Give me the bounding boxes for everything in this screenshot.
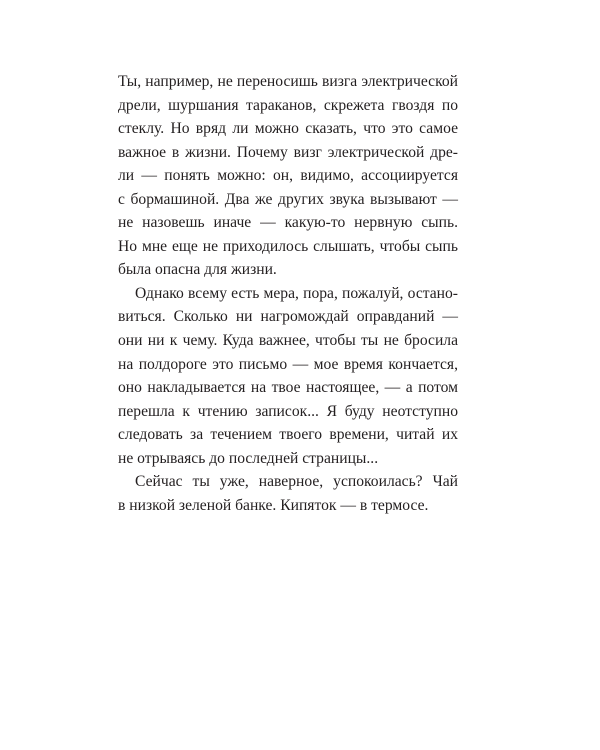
text-line: Сейчас ты уже, наверное, успокоилась? Чай bbox=[135, 473, 458, 491]
text-line: важное в жизни. Почему визг электрической дре- bbox=[118, 143, 458, 161]
text-line: следовать за течением твоего времени, читай их bbox=[118, 426, 458, 444]
text-line: не назовешь иначе — какую-то нервную сыпь. bbox=[118, 214, 458, 232]
text-line: они ни к чему. Куда важнее, чтобы ты не бросила bbox=[118, 332, 458, 350]
text-line: перешла к чтению записок... Я буду неотступно bbox=[118, 402, 458, 420]
text-line: в низкой зеленой банке. Кипяток — в термосе. bbox=[118, 496, 429, 514]
text-line: была опасна для жизни. bbox=[118, 261, 277, 279]
paragraph-1 bbox=[118, 70, 458, 282]
text-line: Ты, например, не переносишь визга электрической bbox=[118, 73, 458, 90]
text-line: не отрываясь до последней страницы... bbox=[118, 449, 379, 467]
body-text bbox=[118, 70, 458, 517]
text-line: дрели, шуршания тараканов, скрежета гвоздя по bbox=[118, 96, 458, 114]
text-line: на полдороге это письмо — мое время кончается, bbox=[118, 355, 458, 373]
paragraph-2 bbox=[118, 282, 458, 470]
text-line: Однако всему есть мера, пора, пожалуй, остано- bbox=[135, 284, 458, 302]
text-line: виться. Сколько ни нагромождай оправданий — bbox=[118, 308, 458, 326]
paragraph-3 bbox=[118, 470, 458, 517]
text-line: ли — понять можно: он, видимо, ассоциируется bbox=[118, 167, 458, 185]
text-line: стеклу. Но вряд ли можно сказать, что это самое bbox=[118, 120, 458, 138]
text-line: оно накладывается на твое настоящее, — а потом bbox=[118, 379, 458, 397]
text-line: с бормашиной. Два же других звука вызывают — bbox=[118, 190, 458, 208]
text-line: Но мне еще не приходилось слышать, чтобы сыпь bbox=[118, 237, 458, 255]
